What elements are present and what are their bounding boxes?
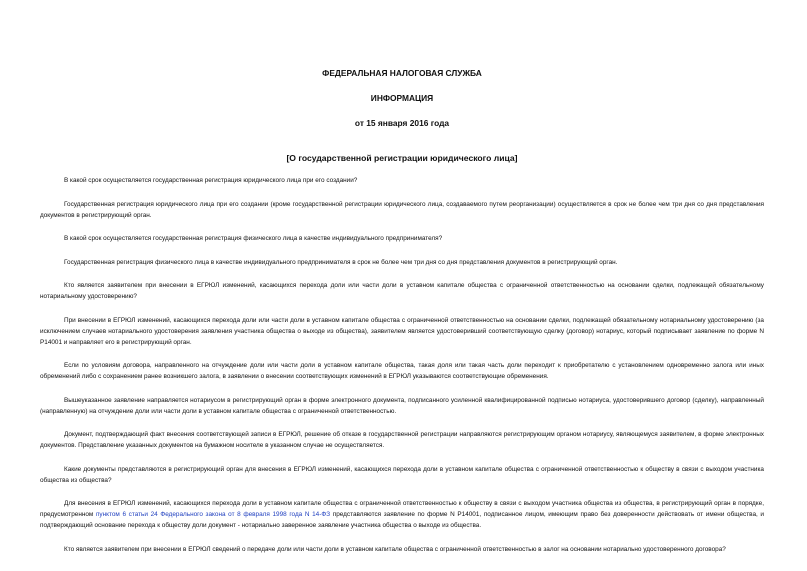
paragraph-question-3: Кто является заявителем при внесении в ЕГРЮЛ изменений, касающихся перехода доли или части доли в уставном капитале общества с ограниченной ответственностью на основании сделки, подлежащей обязательному нотариальному удостоверению? [40, 282, 764, 300]
paragraph-question-5: Кто является заявителем при внесении в ЕГРЮЛ сведений о передаче доли или части доли в уставном капитале общества с ограниченной ответственностью в залог на основании нотариально удостоверенного договора? [64, 545, 726, 553]
document-title: [О государственной регистрации юридического лица] [286, 153, 518, 163]
paragraph-question-1: В какой срок осуществляется государственная регистрация юридического лица при его создании? [64, 177, 358, 184]
law-reference-link[interactable]: пунктом 6 статьи 24 Федерального закона от 8 февраля 1998 года N 14-ФЗ [95, 511, 331, 518]
paragraph-answer-3c: Вышеуказанное заявление направляется нотариусом в регистрирующий орган в форме электронного документа, подписанного усиленной квалифицированной подписью нотариуса, удостоверившего договор (сделку), направленный (направленную) на отчуждение доли или части доли в уставном капитале общества с ограниченной ответственностью. [40, 396, 764, 415]
paragraph-answer-1: Государственная регистрация юридического лица при его создании (кроме государственной регистрации юридического лица, создаваемого путем реорганизации) осуществляется в срок не более чем три дня со дня представления документов в регистрирующий орган. [40, 200, 764, 219]
paragraph-answer-3a: При внесении в ЕГРЮЛ изменений, касающихся перехода доли или части доли в уставном капитале общества с ограниченной ответственностью на основании сделки, подлежащей обязательному нотариальному удостоверению (за исключением случаев нотариального удостоверения заявления участника общества о выходе из общества), заявителем является удостоверивший соответствующую сделку (договор) нотариус, который подписывает заявление по форме N Р14001 и направляет его в регистрирующий орган. [40, 316, 764, 346]
agency-heading: ФЕДЕРАЛЬНАЯ НАЛОГОВАЯ СЛУЖБА [322, 68, 482, 78]
paragraph-question-2: В какой срок осуществляется государственная регистрация физического лица в качестве индивидуального предпринимателя? [64, 235, 443, 242]
paragraph-answer-4-text-after: представляются заявление по форме N Р14001, подписанное лицом, имеющим право без доверенности действовать от имени общества, и подтверждающий основание перехода к обществу доли документ - нотариально заверенное заявление участника общества о выходе из общества. [40, 511, 764, 529]
document-date: от 15 января 2016 года [354, 118, 450, 128]
paragraph-answer-3d: Документ, подтверждающий факт внесения соответствующей записи в ЕГРЮЛ, решение об отказе в государственной регистрации направляются регистрирующим органом нотариусу, являющемуся заявителем, в форме электронных документов. Представление указанных документов на бумажном носителе в указанном случае не осуществляется. [40, 431, 764, 449]
paragraph-answer-2: Государственная регистрация физического лица в качестве индивидуального предпринимателя в срок не более чем три дня со дня представления документов в регистрирующий орган. [64, 258, 618, 266]
paragraph-answer-3b: Если по условиям договора, направленного на отчуждение доли или части доли в уставном капитале общества, такая доля или такая часть доли переходит к приобретателю с установлением одновременно залога или иных обременений либо с сохранением ранее возникшего залога, в заявлении о внесении соответствующих изменений в ЕГРЮЛ указываются соответствующие обременения. [40, 362, 764, 380]
document-body [40, 175, 764, 555]
document-type-heading: ИНФОРМАЦИЯ [370, 93, 434, 103]
paragraph-answer-4-text-before: Для внесения в ЕГРЮЛ изменений, касающихся перехода доли в уставном капитале общества с ограниченной ответственностью к обществу в связи с выходом участника общества из общества, в регистрирующий орган в порядке, предусмотренном [40, 500, 764, 518]
paragraph-answer-4 [40, 498, 764, 531]
paragraph-question-4: Какие документы представляются в регистрирующий орган для внесения в ЕГРЮЛ изменений, касающихся перехода доли в уставном капитале общества с ограниченной ответственностью к обществу в связи с выходом участника общества из общества? [40, 465, 764, 484]
